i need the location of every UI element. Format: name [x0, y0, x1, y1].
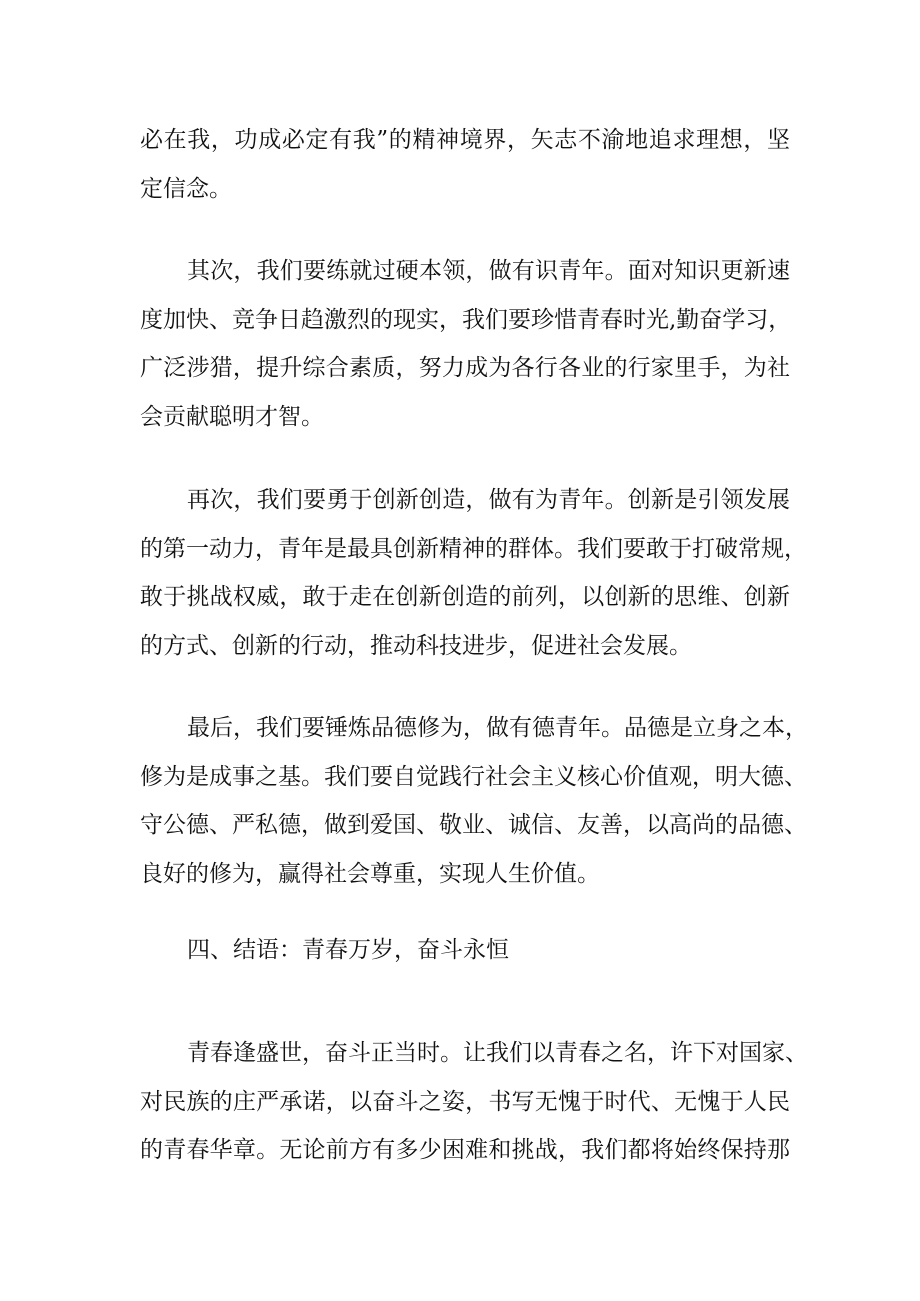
text-line: 广泛涉猎，提升综合素质，努力成为各行各业的行家里手，为社 [140, 355, 790, 381]
paragraph-virtue [140, 704, 808, 898]
paragraph-continuation [140, 116, 790, 213]
text-line: 定信念。 [140, 175, 232, 202]
paragraph-innovation [140, 476, 807, 670]
text-line: 修为是成事之基。我们要自觉践行社会主义核心价值观，明大德、 [140, 763, 807, 790]
text-line: 再次，我们要勇于创新创造，做有为青年。创新是引领发展 [187, 487, 790, 513]
section-heading [140, 926, 790, 975]
text-line: 其次，我们要练就过硬本领，做有识青年。面对知识更新速 [187, 258, 790, 284]
paragraph-skills [140, 247, 790, 441]
text-line: 守公德、严私德，做到爱国、敬业、诚信、友善，以高尚的品德、 [140, 812, 807, 838]
text-line: 的第一动力，青年是最具创新精神的群体。我们要敢于打破常规， [140, 535, 807, 562]
text-line: 敢于挑战权威，敢于走在创新创造的前列，以创新的思维、创新 [140, 584, 790, 610]
text-line: 良好的修为，赢得社会尊重，实现人生价值。 [140, 860, 600, 887]
text-line: 青春逢盛世，奋斗正当时。让我们以青春之名，许下对国家、 [187, 1040, 808, 1066]
text-line: 对民族的庄严承诺，以奋斗之姿，书写无愧于时代、无愧于人民 [140, 1088, 790, 1115]
text-line: 最后，我们要锤炼品德修为，做有德青年。品德是立身之本， [187, 715, 808, 741]
text-line: 度加快、竞争日趋激烈的现实，我们要珍惜青春时光,勤奋学习， [140, 306, 792, 333]
section-heading-text: 四、结语：青春万岁，奋斗永恒 [187, 937, 509, 963]
text-line: 的青春华章。无论前方有多少困难和挑战，我们都将始终保持那 [140, 1137, 790, 1163]
paragraph-conclusion [140, 1029, 808, 1175]
text-line: 的方式、创新的行动，推动科技进步，促进社会发展。 [140, 632, 692, 659]
text-line: 会贡献聪明才智。 [140, 403, 324, 430]
text-line: 必在我，功成必定有我”的精神境界，矢志不渝地追求理想，坚 [140, 127, 790, 153]
